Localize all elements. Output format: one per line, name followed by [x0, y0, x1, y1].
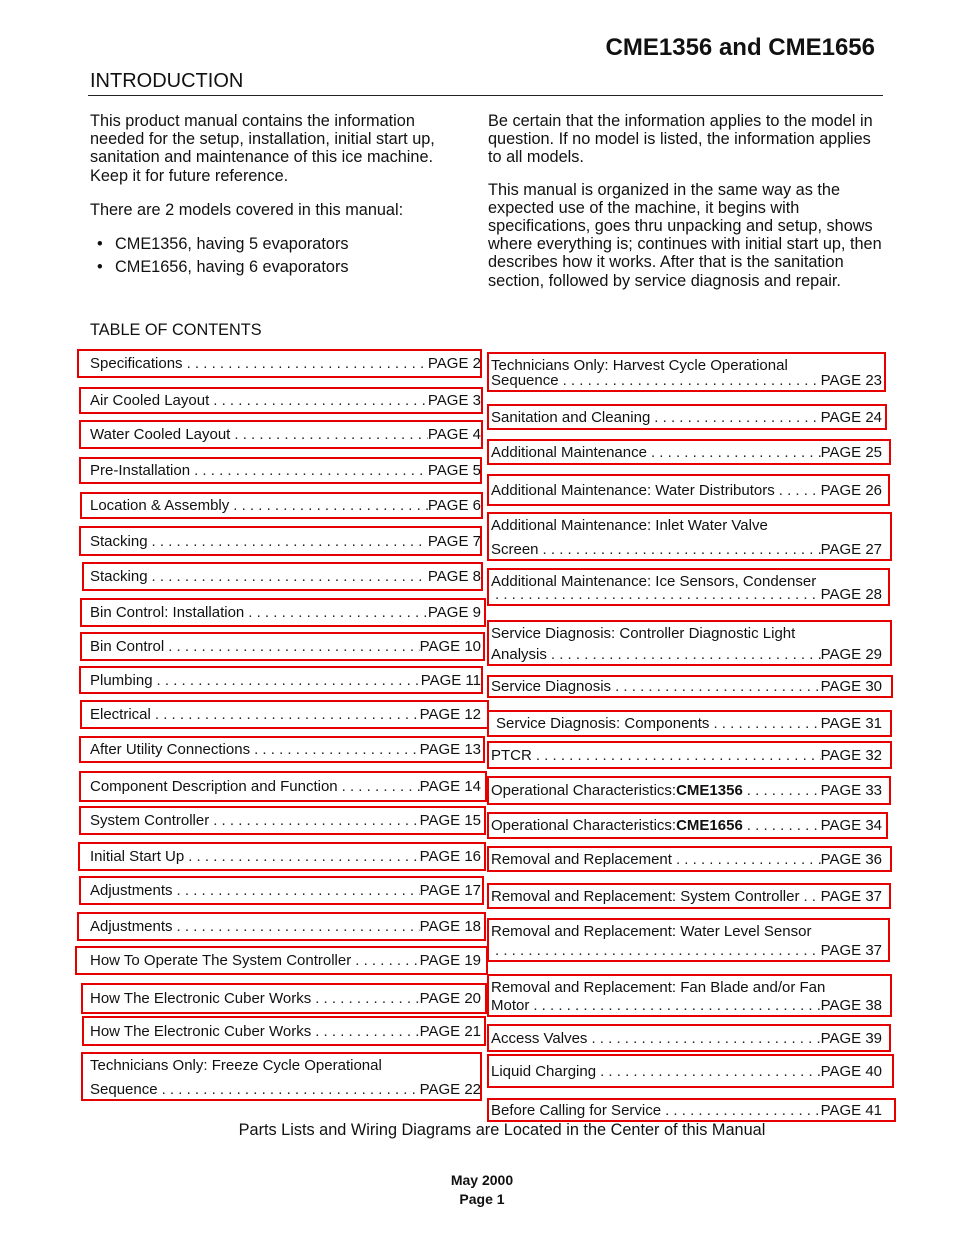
toc-entry-page: PAGE 23: [820, 372, 882, 389]
toc-leader-dots: [148, 568, 428, 585]
toc-entry-page: PAGE 5: [427, 462, 481, 479]
toc-entry-label: Removal and Replacement: System Controller: [491, 888, 800, 905]
toc-leader-dots: [491, 942, 821, 959]
toc-entry-page: PAGE 6: [427, 497, 481, 514]
toc-entry-row: [491, 851, 882, 868]
toc-leader-dots: [529, 997, 820, 1014]
toc-leader-dots: [173, 918, 420, 935]
toc-entry-page: PAGE 33: [820, 782, 882, 799]
toc-entry-page: PAGE 41: [820, 1102, 882, 1119]
toc-leader-dots: [672, 851, 821, 868]
toc-entry-row: [491, 646, 882, 663]
toc-heading: TABLE OF CONTENTS: [90, 321, 262, 339]
toc-entry-row: [491, 409, 882, 426]
toc-entry-page: PAGE 20: [419, 990, 481, 1007]
toc-leader-dots: [190, 462, 428, 479]
toc-entry-row: [90, 812, 481, 829]
toc-entry-page: PAGE 4: [427, 426, 481, 443]
toc-entry-row: [491, 444, 882, 461]
page-number: Page 1: [459, 1191, 505, 1207]
toc-leader-dots: [229, 497, 428, 514]
toc-entry-row: [90, 1081, 481, 1098]
toc-entry-page: PAGE 19: [419, 952, 481, 969]
toc-entry-label: Stacking: [90, 568, 148, 585]
toc-entry-label: Sequence: [491, 372, 559, 389]
toc-entry-title-line: Technicians Only: Harvest Cycle Operational: [491, 357, 788, 374]
toc-entry-label: Air Cooled Layout: [90, 392, 210, 409]
toc-entry-page: PAGE 9: [427, 604, 481, 621]
toc-leader-dots: [775, 482, 821, 499]
toc-entry-row: [491, 1063, 882, 1080]
toc-entry-label: Adjustments: [90, 918, 173, 935]
toc-entry-row: [90, 918, 481, 935]
toc-entry-label: Operational Characteristics:: [491, 782, 677, 799]
toc-entry-label: Before Calling for Service: [491, 1102, 662, 1119]
toc-entry-page: PAGE 29: [820, 646, 882, 663]
toc-entry-label: Bin Control: [90, 638, 165, 655]
toc-leader-dots: [596, 1063, 821, 1080]
toc-entry-label: Sequence: [90, 1081, 158, 1098]
footer-note: Parts Lists and Wiring Diagrams are Located in the Center of this Manual: [238, 1121, 766, 1139]
toc-entry-page: PAGE 26: [820, 482, 882, 499]
toc-entry-page: PAGE 17: [419, 882, 481, 899]
intro-paragraph: This product manual contains the information needed for the setup, installation, initial start up, sanitation and maintenance of this ice machine. Keep it for future reference.: [90, 112, 435, 185]
toc-entry-row: [491, 888, 882, 905]
toc-entry-label: Location & Assembly: [90, 497, 230, 514]
page-date: May 2000: [450, 1172, 514, 1188]
toc-entry-label: Removal and Replacement: [491, 851, 672, 868]
toc-entry-label: Screen: [491, 541, 539, 558]
toc-entry-row: [491, 586, 882, 603]
toc-leader-dots: [148, 533, 428, 550]
toc-entry-label: Water Cooled Layout: [90, 426, 231, 443]
toc-entry-row: [491, 817, 882, 834]
toc-entry-label: How The Electronic Cuber Works: [90, 990, 312, 1007]
toc-entry-label: Operational Characteristics:: [491, 817, 677, 834]
toc-entry-row: [491, 541, 882, 558]
toc-entry-title-line: Service Diagnosis: Controller Diagnostic Light: [491, 625, 796, 642]
toc-leader-dots: [209, 812, 419, 829]
toc-leader-dots: [491, 586, 821, 603]
toc-entry-label: Analysis: [491, 646, 547, 663]
toc-entry-page: PAGE 25: [820, 444, 882, 461]
intro-paragraph: Be certain that the information applies to the model in question. If no model is listed, the information applies to all models.: [488, 112, 873, 167]
toc-entry-page: PAGE 27: [820, 541, 882, 558]
toc-entry-row: [491, 372, 882, 389]
toc-entry-label: Initial Start Up: [90, 848, 185, 865]
toc-entry-row: [90, 1023, 481, 1040]
toc-entry-label: Adjustments: [90, 882, 173, 899]
toc-leader-dots: [539, 541, 821, 558]
toc-entry-page: PAGE 18: [419, 918, 481, 935]
toc-leader-dots: [173, 882, 420, 899]
toc-entry-page: PAGE 38: [820, 997, 882, 1014]
model-title: CME1356 and CME1656: [605, 34, 875, 61]
toc-entry-row: [90, 426, 481, 443]
toc-entry-page: PAGE 11: [420, 672, 481, 689]
toc-entry-model: CME1356: [676, 782, 743, 799]
toc-entry-label: Liquid Charging: [491, 1063, 597, 1080]
toc-entry-row: [90, 848, 481, 865]
toc-entry-page: PAGE 28: [820, 586, 882, 603]
toc-leader-dots: [743, 782, 821, 799]
toc-entry-page: PAGE 22: [419, 1081, 481, 1098]
toc-entry-label: Additional Maintenance: [491, 444, 647, 461]
toc-entry-page: PAGE 12: [419, 706, 481, 723]
toc-leader-dots: [547, 646, 821, 663]
toc-entry-label: Access Valves: [491, 1030, 588, 1047]
toc-entry-label: Additional Maintenance: Water Distributors: [491, 482, 775, 499]
toc-entry-page: PAGE 7: [427, 533, 481, 550]
toc-entry-title-line: Removal and Replacement: Water Level Sensor: [491, 923, 812, 940]
toc-entry-label: Stacking: [90, 533, 148, 550]
toc-entry-label: How The Electronic Cuber Works: [90, 1023, 312, 1040]
toc-entry-label: Motor: [491, 997, 530, 1014]
toc-entry-page: PAGE 21: [419, 1023, 481, 1040]
toc-entry-label: System Controller: [90, 812, 210, 829]
toc-entry-page: PAGE 34: [820, 817, 882, 834]
toc-leader-dots: [158, 1081, 420, 1098]
toc-entry-row: [90, 462, 481, 479]
model-item: • CME1656, having 6 evaporators: [115, 258, 465, 276]
toc-entry-model: CME1656: [676, 817, 743, 834]
toc-entry-label: Sanitation and Cleaning: [491, 409, 651, 426]
section-title: INTRODUCTION: [90, 70, 244, 92]
title-rule: [88, 95, 883, 96]
toc-entry-page: PAGE 40: [820, 1063, 882, 1080]
toc-entry-row: [90, 638, 481, 655]
models-list: [90, 235, 465, 276]
intro-paragraph: This manual is organized in the same way as the expected use of the machine, it begins with specifications, goes thru unpacking and setup, shows where everything is; continues with initial start up, then describes how it works. After that is the sanitation section, followed by service diagnosis and repair.: [488, 180, 882, 290]
toc-entry-row: [90, 882, 481, 899]
toc-entry-label: Plumbing: [90, 672, 153, 689]
toc-entry-label: How To Operate The System Controller: [90, 952, 352, 969]
toc-leader-dots: [153, 672, 421, 689]
toc-entry-row: [491, 782, 882, 799]
toc-entry-label: Component Description and Function: [90, 778, 338, 795]
toc-leader-dots: [351, 952, 419, 969]
toc-entry-page: PAGE 13: [419, 741, 481, 758]
toc-leader-dots: [164, 638, 419, 655]
toc-entry-title-line: Removal and Replacement: Fan Blade and/or Fan: [491, 979, 826, 996]
toc-entry-row: [90, 604, 481, 621]
toc-entry-row: [491, 678, 882, 695]
toc-leader-dots: [338, 778, 420, 795]
toc-leader-dots: [650, 409, 820, 426]
intro-right-column: [488, 112, 883, 304]
toc-entry-label: PTCR: [491, 747, 532, 764]
toc-entry-row: [90, 741, 481, 758]
toc-entry-page: PAGE 30: [820, 678, 882, 695]
toc-leader-dots: [244, 604, 428, 621]
toc-entry-row: [491, 1030, 882, 1047]
toc-entry-row: [90, 778, 481, 795]
toc-leader-dots: [647, 444, 821, 461]
toc-entry-label: Service Diagnosis: Components: [496, 715, 710, 732]
toc-entry-page: PAGE 36: [820, 851, 882, 868]
intro-left-column: [90, 112, 465, 281]
toc-leader-dots: [151, 706, 420, 723]
toc-entry-page: PAGE 16: [419, 848, 481, 865]
toc-entry-title-line: Additional Maintenance: Inlet Water Valve: [491, 517, 768, 534]
toc-leader-dots: [799, 888, 820, 905]
toc-entry-page: PAGE 10: [419, 638, 481, 655]
toc-entry-row: [90, 952, 481, 969]
toc-entry-row: [90, 392, 481, 409]
toc-entry-row: [90, 497, 481, 514]
toc-entry-page: PAGE 31: [820, 715, 882, 732]
toc-entry-page: PAGE 39: [820, 1030, 882, 1047]
toc-entry-row: [90, 568, 481, 585]
toc-leader-dots: [611, 678, 821, 695]
toc-entry-row: [90, 672, 481, 689]
toc-entry-page: PAGE 2: [427, 355, 481, 372]
toc-leader-dots: [709, 715, 820, 732]
toc-leader-dots: [209, 392, 428, 409]
toc-leader-dots: [532, 747, 821, 764]
toc-entry-label: Electrical: [90, 706, 151, 723]
toc-entry-label: Pre-Installation: [90, 462, 191, 479]
toc-entry-page: PAGE 15: [419, 812, 481, 829]
toc-entry-page: PAGE 8: [427, 568, 481, 585]
models-intro: There are 2 models covered in this manual:: [90, 200, 404, 219]
toc-entry-row: [491, 1102, 882, 1119]
toc-entry-label: Specifications: [90, 355, 183, 372]
toc-leader-dots: [230, 426, 428, 443]
toc-leader-dots: [743, 817, 821, 834]
toc-leader-dots: [311, 1023, 419, 1040]
toc-entry-label: After Utility Connections: [90, 741, 251, 758]
model-item: • CME1356, having 5 evaporators: [115, 235, 465, 253]
toc-entry-row: [491, 942, 882, 959]
toc-entry-title-line: Additional Maintenance: Ice Sensors, Condenser: [491, 573, 817, 590]
toc-entry-page: PAGE 32: [820, 747, 882, 764]
toc-leader-dots: [559, 372, 821, 389]
toc-entry-page: PAGE 37: [820, 888, 882, 905]
toc-leader-dots: [250, 741, 420, 758]
toc-leader-dots: [587, 1030, 820, 1047]
toc-entry-page: PAGE 37: [820, 942, 882, 959]
toc-entry-row: [491, 997, 882, 1014]
toc-entry-page: PAGE 3: [427, 392, 481, 409]
toc-entry-row: [491, 747, 882, 764]
toc-entry-label: Bin Control: Installation: [90, 604, 245, 621]
toc-entry-title-line: Technicians Only: Freeze Cycle Operational: [90, 1057, 382, 1074]
toc-entry-row: [90, 990, 481, 1007]
toc-entry-row: [90, 706, 481, 723]
toc-entry-row: [496, 715, 882, 732]
toc-entry-page: PAGE 14: [419, 778, 481, 795]
toc-leader-dots: [184, 848, 419, 865]
toc-leader-dots: [183, 355, 428, 372]
toc-leader-dots: [661, 1102, 821, 1119]
toc-entry-row: [491, 482, 882, 499]
toc-entry-page: PAGE 24: [820, 409, 882, 426]
toc-leader-dots: [311, 990, 419, 1007]
toc-entry-row: [90, 355, 481, 372]
toc-entry-row: [90, 533, 481, 550]
toc-entry-label: Service Diagnosis: [491, 678, 612, 695]
